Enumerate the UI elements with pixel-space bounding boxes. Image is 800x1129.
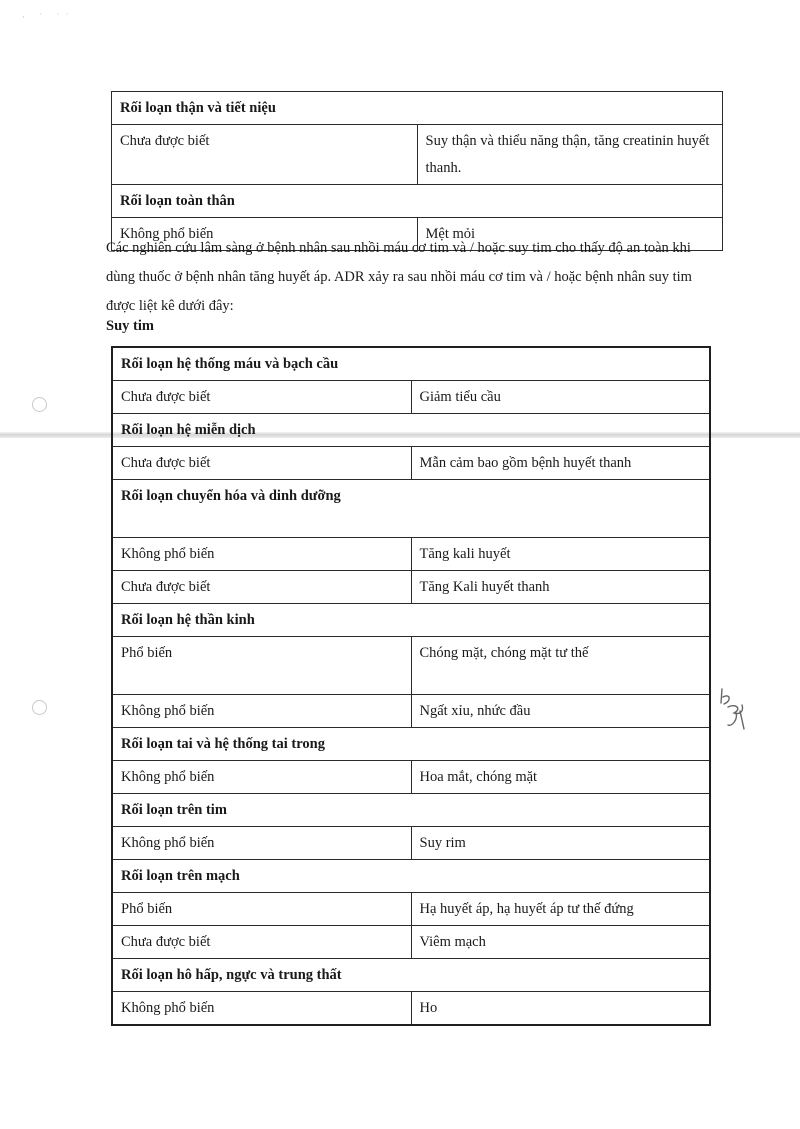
frequency-cell: Chưa được biết xyxy=(112,125,418,185)
section-row xyxy=(112,794,710,827)
section-title: Rối loạn hệ thống máu và bạch cầu xyxy=(112,347,710,381)
table-row xyxy=(112,125,723,185)
table-row xyxy=(112,571,710,604)
section-row xyxy=(112,347,710,381)
frequency-cell: Chưa được biết xyxy=(112,571,411,604)
adverse-effect-cell: Giảm tiểu cầu xyxy=(411,381,710,414)
section-title: Rối loạn hô hấp, ngực và trung thất xyxy=(112,959,710,992)
adverse-effect-cell: Hạ huyết áp, hạ huyết áp tư thế đứng xyxy=(411,893,710,926)
punch-hole-lower xyxy=(32,700,47,715)
intro-paragraph: Các nghiên cứu lâm sàng ở bệnh nhân sau nhồi máu cơ tim và / hoặc suy tim cho thấy độ an toàn khi dùng thuốc ở bệnh nhân tăng huyết áp. ADR xảy ra sau nhồi máu cơ tim và / hoặc bệnh nhân suy tim được liệt kê dưới đây: xyxy=(106,240,692,314)
handwritten-initial xyxy=(714,683,754,731)
adverse-effect-cell: Ho xyxy=(411,992,710,1026)
section-row xyxy=(112,92,723,125)
adverse-reactions-table-continued xyxy=(111,91,723,251)
scan-specks: · ˙ ˙˙ xyxy=(22,12,75,22)
table-row xyxy=(112,926,710,959)
adverse-effect-cell: Mệt mỏi xyxy=(417,218,723,251)
adverse-effect-cell: Suy thận và thiểu năng thận, tăng creatinin huyết thanh. xyxy=(417,125,723,185)
adverse-effect-cell: Mẫn cảm bao gồm bệnh huyết thanh xyxy=(411,447,710,480)
frequency-cell: Phổ biến xyxy=(112,637,411,695)
frequency-cell: Không phổ biến xyxy=(112,695,411,728)
frequency-cell: Phổ biến xyxy=(112,893,411,926)
section-title: Rối loạn toàn thân xyxy=(112,185,723,218)
heart-failure-adverse-reactions-table xyxy=(111,346,711,1026)
adverse-effect-cell: Tăng Kali huyết thanh xyxy=(411,571,710,604)
adverse-effect-cell: Chóng mặt, chóng mặt tư thế xyxy=(411,637,710,695)
table-row xyxy=(112,381,710,414)
section-row xyxy=(112,480,710,538)
section-title: Rối loạn hệ thần kinh xyxy=(112,604,710,637)
adverse-effect-cell: Suy rim xyxy=(411,827,710,860)
table-row xyxy=(112,538,710,571)
table-body xyxy=(112,92,723,251)
section-heading-heart-failure: Suy tim xyxy=(106,318,154,334)
table-row xyxy=(112,695,710,728)
section-row xyxy=(112,728,710,761)
frequency-cell: Không phổ biến xyxy=(112,218,418,251)
table-row xyxy=(112,992,710,1026)
section-row xyxy=(112,860,710,893)
frequency-cell: Không phổ biến xyxy=(112,827,411,860)
section-title: Rối loạn tai và hệ thống tai trong xyxy=(112,728,710,761)
table-row xyxy=(112,893,710,926)
adverse-effect-cell: Hoa mắt, chóng mặt xyxy=(411,761,710,794)
table-row xyxy=(112,827,710,860)
table-row xyxy=(112,447,710,480)
frequency-cell: Không phổ biến xyxy=(112,538,411,571)
section-title: Rối loạn hệ miễn dịch xyxy=(112,414,710,447)
section-row xyxy=(112,414,710,447)
punch-hole-upper xyxy=(32,397,47,412)
frequency-cell: Chưa được biết xyxy=(112,447,411,480)
section-row xyxy=(112,185,723,218)
section-title: Rối loạn thận và tiết niệu xyxy=(112,92,723,125)
frequency-cell: Chưa được biết xyxy=(112,381,411,414)
table-row xyxy=(112,761,710,794)
table-body xyxy=(112,347,710,1025)
section-row xyxy=(112,959,710,992)
frequency-cell: Không phổ biến xyxy=(112,761,411,794)
section-title: Rối loạn trên mạch xyxy=(112,860,710,893)
frequency-cell: Chưa được biết xyxy=(112,926,411,959)
table-row xyxy=(112,637,710,695)
adverse-effect-cell: Ngất xỉu, nhức đầu xyxy=(411,695,710,728)
section-title: Rối loạn trên tim xyxy=(112,794,710,827)
section-title: Rối loạn chuyển hóa và dinh dưỡng xyxy=(112,480,710,538)
frequency-cell: Không phổ biến xyxy=(112,992,411,1026)
adverse-effect-cell: Tăng kali huyết xyxy=(411,538,710,571)
section-row xyxy=(112,604,710,637)
adverse-effect-cell: Viêm mạch xyxy=(411,926,710,959)
